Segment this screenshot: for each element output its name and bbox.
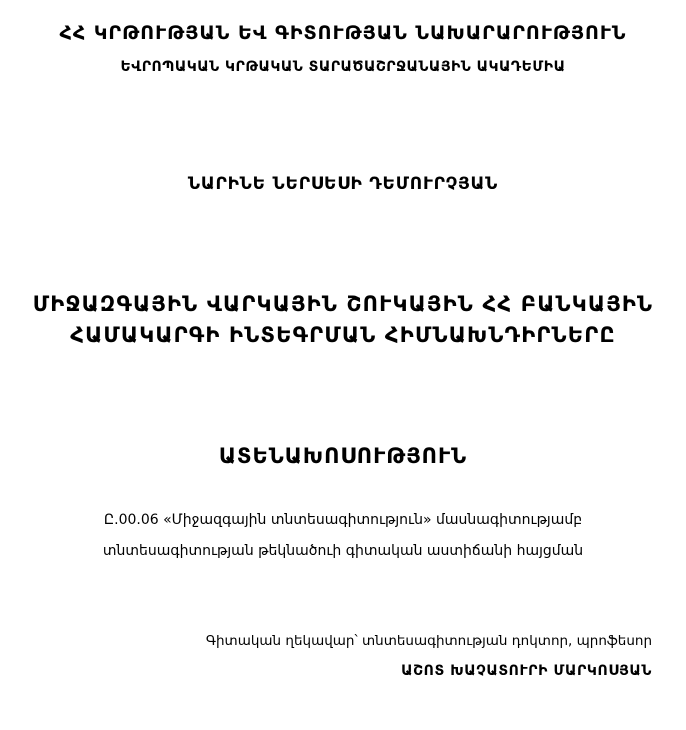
advisor-name: ԱՇՈՏ ԽԱՉԱՏՈՒՐԻ ՄԱՐԿՈՍՅԱՆ [401,663,652,679]
author-name: ՆԱՐԻՆԵ ՆԵՐՍԵՍԻ ԴԵՄՈՒՐՉՅԱՆ [187,174,499,194]
dissertation-title-line-1: ՄԻՋԱԶԳԱՅԻՆ ՎԱՐԿԱՅԻՆ ՇՈՒԿԱՅԻՆ ՀՀ ԲԱՆԿԱՅԻՆ [32,292,654,316]
ministry-name: ՀՀ ԿՐԹՈՒԹՅԱՆ ԵՎ ԳԻՏՈՒԹՅԱՆ ՆԱԽԱՐԱՐՈՒԹՅՈՒՆ [59,22,627,44]
specialty-line-2: տնտեսագիտության թեկնածուի գիտական աստիճանի հայցման [102,543,584,559]
specialty-line-1: Ը.00.06 «Միջազգային տնտեսագիտություն» մասնագիտությամբ [103,512,583,528]
dissertation-title-line-2: ՀԱՄԱԿԱՐԳԻ ԻՆՏԵԳՐՄԱՆ ՀԻՄՆԱԽՆԴԻՐՆԵՐԸ [70,323,616,347]
academy-name: ԵՎՐՈՊԱԿԱՆ ԿՐԹԱԿԱՆ ՏԱՐԱԾԱՇՐՋԱՆԱՅԻՆ ԱԿԱԴԵՄԻԱ [120,59,566,75]
document-type-heading: ԱՏԵՆԱԽՈՍՈՒԹՅՈՒՆ [218,444,468,468]
advisor-role: Գիտական ղեկավար՝ տնտեսագիտության դոկտոր, պրոֆեսոր [205,633,652,649]
